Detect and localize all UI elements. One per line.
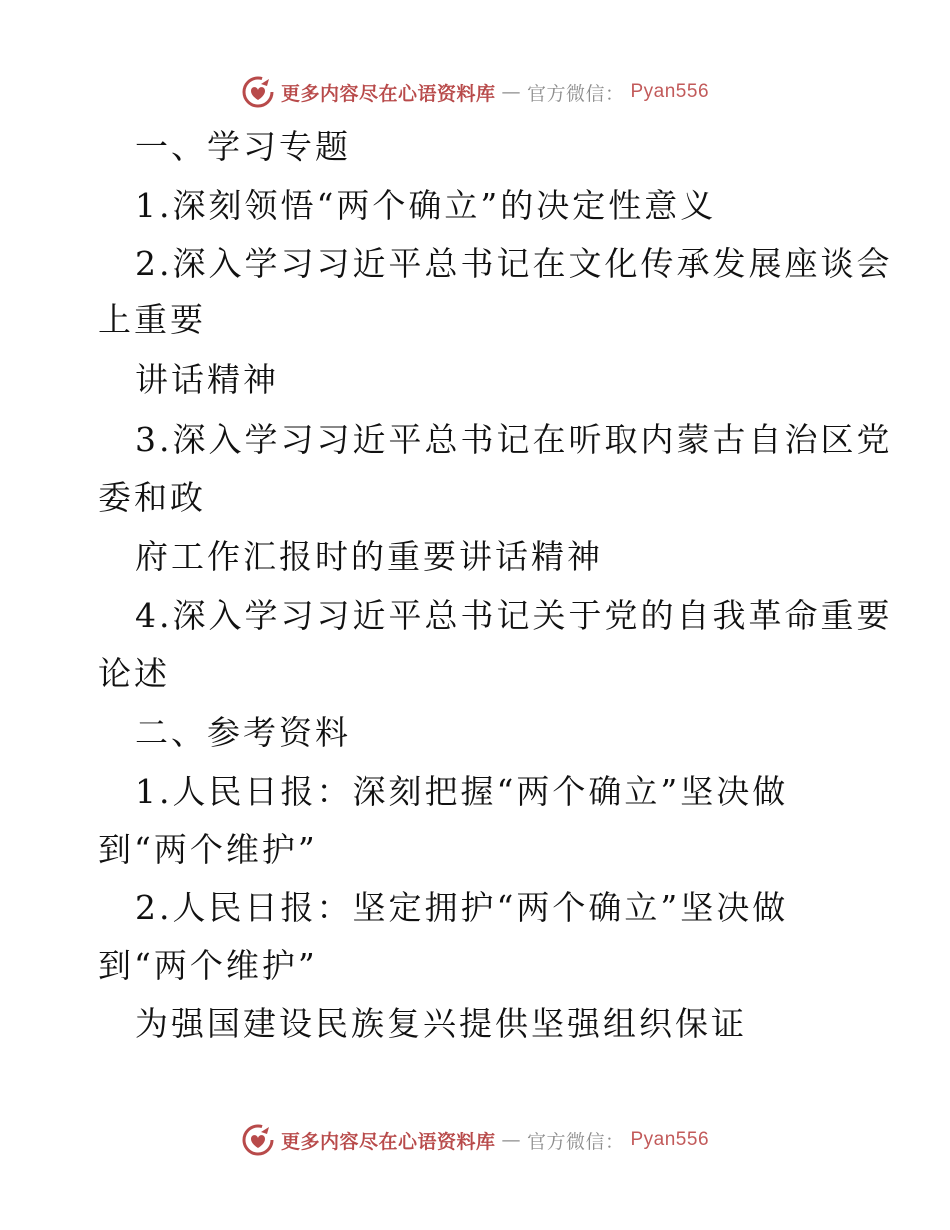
watermark-label: 官方微信：: [526, 1130, 625, 1153]
list-item-1-4: 4.深入学习习近平总书记关于党的自我革命重要: [135, 596, 893, 635]
header-watermark: [0, 72, 950, 112]
list-item-2-1-cont: 到“两个维护”: [98, 830, 318, 869]
watermark-id: Pyan556: [630, 81, 710, 102]
list-item-1-2-cont2: 讲话精神: [135, 360, 279, 399]
list-item-1-1: 1.深刻领悟“两个确立”的决定性意义: [135, 186, 717, 225]
list-item-2-1: 1.人民日报：深刻把握“两个确立”坚决做: [135, 772, 789, 811]
list-item-2-3: 为强国建设民族复兴提供坚强组织保证: [135, 1004, 747, 1043]
list-item-2-2: 2.人民日报：坚定拥护“两个确立”坚决做: [135, 888, 789, 927]
watermark-brand: 更多内容尽在心语资料库: [280, 1130, 496, 1153]
heart-pen-logo-icon: [241, 1123, 275, 1157]
list-item-1-3: 3.深入学习习近平总书记在听取内蒙古自治区党: [135, 420, 893, 459]
list-item-1-3-cont2: 府工作汇报时的重要讲话精神: [135, 537, 603, 576]
section-title-2: 二、参考资料: [135, 713, 351, 752]
watermark-brand: 更多内容尽在心语资料库: [280, 82, 496, 105]
watermark-id: Pyan556: [630, 1129, 710, 1150]
watermark-label: 官方微信：: [526, 82, 625, 105]
heart-pen-logo-icon: [241, 75, 275, 109]
watermark-dash: —: [501, 1129, 521, 1151]
footer-watermark: [0, 1120, 950, 1160]
list-item-2-2-cont: 到“两个维护”: [98, 946, 318, 985]
list-item-1-3-cont: 委和政: [98, 478, 206, 517]
watermark-dash: —: [501, 81, 521, 103]
list-item-1-2-cont: 上重要: [98, 300, 206, 339]
list-item-1-2: 2.深入学习习近平总书记在文化传承发展座谈会: [135, 244, 893, 283]
section-title-1: 一、学习专题: [135, 127, 351, 166]
list-item-1-4-cont: 论述: [98, 654, 170, 693]
